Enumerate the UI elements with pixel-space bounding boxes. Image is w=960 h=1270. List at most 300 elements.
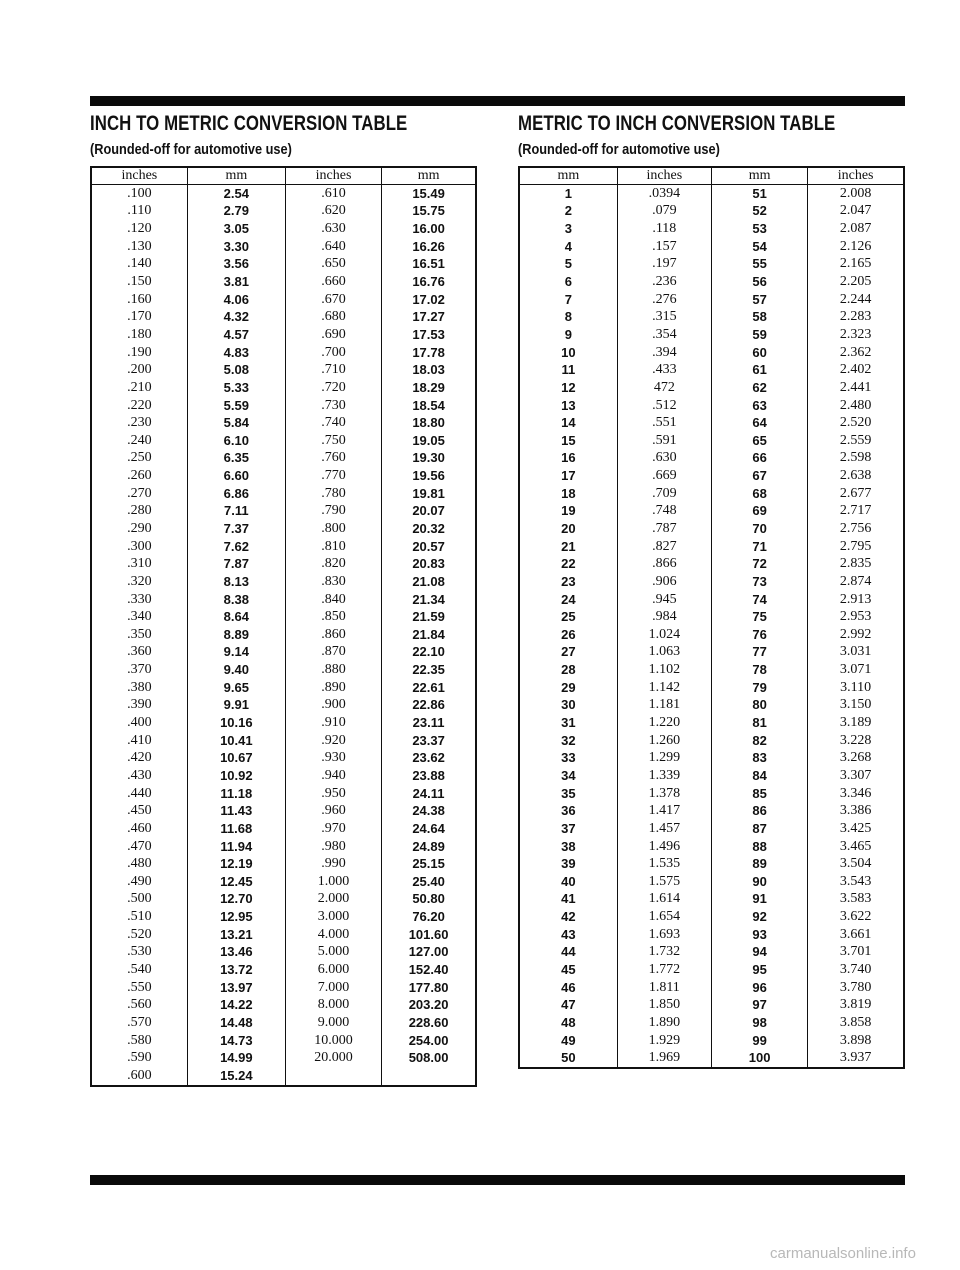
cell-inches: 2.717	[808, 503, 904, 521]
cell-mm: 10.41	[187, 732, 285, 750]
cell-mm: 10.16	[187, 714, 285, 732]
cell-mm: 23	[561, 573, 576, 589]
table-row	[91, 520, 476, 538]
cell-inches: .270	[127, 485, 152, 501]
cell-mm: 79	[711, 679, 807, 697]
cell-inches: 1.063	[617, 644, 711, 662]
cell-inches: .120	[127, 221, 152, 237]
cell-inches: .740	[285, 414, 381, 432]
cell-inches: 2.638	[808, 467, 904, 485]
cell-inches: .490	[127, 873, 152, 889]
cell-inches: .580	[127, 1032, 152, 1048]
cell-mm: 68	[711, 485, 807, 503]
cell-inches	[285, 1067, 381, 1086]
cell-mm: 20.32	[382, 520, 476, 538]
column-header-mm: mm	[187, 167, 285, 185]
cell-mm: 6.10	[187, 432, 285, 450]
column-header-inches: inches	[617, 167, 711, 185]
cell-inches: 4.000	[285, 926, 381, 944]
table-row	[519, 732, 904, 750]
table-row	[519, 238, 904, 256]
cell-inches: .720	[285, 379, 381, 397]
cell-inches: .670	[285, 291, 381, 309]
cell-mm: 60	[711, 344, 807, 362]
cell-mm: 58	[711, 308, 807, 326]
table-row	[91, 1049, 476, 1067]
metric-to-inch-section	[518, 112, 905, 1066]
table-row	[519, 802, 904, 820]
cell-inches: 2.441	[808, 379, 904, 397]
cell-mm: 2	[564, 203, 572, 219]
cell-inches: .960	[285, 802, 381, 820]
cell-inches: .079	[617, 203, 711, 221]
table-row	[91, 838, 476, 856]
cell-inches: .780	[285, 485, 381, 503]
cell-inches: 3.031	[808, 644, 904, 662]
cell-inches: .827	[617, 538, 711, 556]
cell-inches: 1.000	[285, 873, 381, 891]
table-row	[519, 467, 904, 485]
cell-inches: .920	[285, 732, 381, 750]
table-row	[91, 326, 476, 344]
cell-inches: 2.323	[808, 326, 904, 344]
cell-mm: 87	[711, 820, 807, 838]
cell-inches: 2.835	[808, 555, 904, 573]
cell-mm: 22.86	[382, 697, 476, 715]
cell-inches: .300	[127, 538, 152, 554]
cell-inches: 3.189	[808, 714, 904, 732]
cell-inches: 3.465	[808, 838, 904, 856]
table-row	[91, 203, 476, 221]
cell-mm: 19.81	[382, 485, 476, 503]
cell-inches: .840	[285, 591, 381, 609]
cell-mm: 21.59	[382, 608, 476, 626]
table-row	[519, 873, 904, 891]
cell-mm: 16.76	[382, 273, 476, 291]
cell-inches: 2.756	[808, 520, 904, 538]
cell-inches: 3.150	[808, 697, 904, 715]
cell-mm: 5	[564, 256, 572, 272]
table-row	[519, 714, 904, 732]
cell-mm: 15.75	[382, 203, 476, 221]
cell-mm: 39	[561, 856, 576, 872]
cell-inches: 1.575	[617, 873, 711, 891]
cell-mm: 24	[561, 591, 576, 607]
table-row	[519, 608, 904, 626]
cell-mm: 228.60	[382, 1014, 476, 1032]
cell-inches: .860	[285, 626, 381, 644]
cell-mm: 23.62	[382, 750, 476, 768]
cell-inches: .866	[617, 555, 711, 573]
cell-mm: 22.10	[382, 644, 476, 662]
table-row	[91, 503, 476, 521]
cell-mm: 4.83	[187, 344, 285, 362]
cell-mm: 27	[561, 644, 576, 660]
cell-mm: 94	[711, 944, 807, 962]
inch-to-metric-subtitle: (Rounded-off for automotive use)	[90, 141, 292, 158]
cell-inches: .990	[285, 855, 381, 873]
cell-mm: 24.38	[382, 802, 476, 820]
cell-inches: .980	[285, 838, 381, 856]
cell-inches: 1.693	[617, 926, 711, 944]
cell-inches: .480	[127, 856, 152, 872]
cell-mm: 35	[561, 785, 576, 801]
cell-inches: 1.614	[617, 891, 711, 909]
cell-inches: 3.268	[808, 750, 904, 768]
cell-mm: 10.92	[187, 767, 285, 785]
table-row	[91, 256, 476, 274]
cell-inches: 2.165	[808, 256, 904, 274]
cell-inches: 2.008	[808, 185, 904, 203]
cell-mm: 89	[711, 855, 807, 873]
table-row	[519, 256, 904, 274]
cell-mm: 83	[711, 750, 807, 768]
cell-inches: 2.000	[285, 891, 381, 909]
cell-mm	[382, 1067, 476, 1086]
cell-mm: 51	[711, 185, 807, 203]
cell-mm: 6	[564, 274, 572, 290]
cell-mm: 22	[561, 556, 576, 572]
cell-inches: 2.874	[808, 573, 904, 591]
cell-inches: 20.000	[285, 1049, 381, 1067]
cell-mm: 18.29	[382, 379, 476, 397]
cell-mm: 11.94	[187, 838, 285, 856]
cell-inches: 2.677	[808, 485, 904, 503]
cell-mm: 4.57	[187, 326, 285, 344]
cell-mm: 61	[711, 361, 807, 379]
table-row	[519, 891, 904, 909]
cell-inches: .236	[617, 273, 711, 291]
cell-inches: .630	[285, 220, 381, 238]
table-row	[91, 185, 476, 203]
cell-mm: 18.54	[382, 397, 476, 415]
column-header-mm: mm	[711, 167, 807, 185]
cell-inches: .680	[285, 308, 381, 326]
cell-inches: 2.362	[808, 344, 904, 362]
cell-mm: 55	[711, 256, 807, 274]
table-row	[519, 485, 904, 503]
cell-mm: 4	[564, 238, 572, 254]
table-row	[91, 467, 476, 485]
cell-inches: 9.000	[285, 1014, 381, 1032]
cell-inches: .310	[127, 556, 152, 572]
cell-inches: .520	[127, 926, 152, 942]
table-row	[519, 379, 904, 397]
cell-inches: .550	[127, 979, 152, 995]
cell-mm: 11.43	[187, 802, 285, 820]
inch-to-metric-table	[90, 166, 477, 1087]
cell-inches: 3.000	[285, 908, 381, 926]
cell-mm: 16.26	[382, 238, 476, 256]
table-row	[519, 220, 904, 238]
cell-inches: .710	[285, 361, 381, 379]
cell-mm: 2.79	[187, 203, 285, 221]
cell-inches: 2.205	[808, 273, 904, 291]
cell-mm: 15.24	[187, 1067, 285, 1086]
cell-mm: 152.40	[382, 961, 476, 979]
table-row	[91, 591, 476, 609]
table-row	[91, 538, 476, 556]
cell-mm: 30	[561, 697, 576, 713]
cell-inches: .190	[127, 344, 152, 360]
cell-inches: 2.244	[808, 291, 904, 309]
cell-inches: 1.299	[617, 750, 711, 768]
cell-mm: 8.64	[187, 608, 285, 626]
cell-inches: 2.087	[808, 220, 904, 238]
table-row	[91, 926, 476, 944]
cell-mm: 45	[561, 962, 576, 977]
cell-inches: .551	[617, 414, 711, 432]
cell-mm: 96	[711, 979, 807, 997]
metric-to-inch-title: METRIC TO INCH CONVERSION TABLE	[518, 112, 836, 135]
table-row	[91, 397, 476, 415]
cell-inches: .984	[617, 608, 711, 626]
table-row	[91, 820, 476, 838]
table-row	[91, 873, 476, 891]
table-row	[91, 291, 476, 309]
cell-mm: 101.60	[382, 926, 476, 944]
cell-mm: 21.08	[382, 573, 476, 591]
cell-mm: 14.99	[187, 1049, 285, 1067]
cell-mm: 47	[561, 997, 576, 1013]
cell-inches: .512	[617, 397, 711, 415]
cell-inches: .700	[285, 344, 381, 362]
table-row	[519, 697, 904, 715]
cell-mm: 26	[561, 626, 576, 642]
cell-mm: 13.46	[187, 944, 285, 962]
cell-mm: 33	[561, 750, 576, 766]
cell-mm: 25.15	[382, 855, 476, 873]
cell-mm: 20	[561, 520, 576, 536]
table-row	[519, 1014, 904, 1032]
table-row	[91, 1032, 476, 1050]
column-header-inches: inches	[91, 167, 187, 185]
cell-mm: 31	[561, 715, 576, 731]
cell-inches: .709	[617, 485, 711, 503]
cell-inches: .870	[285, 644, 381, 662]
cell-mm: 8	[564, 309, 572, 325]
cell-inches: .470	[127, 838, 152, 854]
cell-mm: 11.68	[187, 820, 285, 838]
cell-inches: 3.228	[808, 732, 904, 750]
table-row	[519, 626, 904, 644]
table-row	[519, 291, 904, 309]
cell-mm: 71	[711, 538, 807, 556]
cell-inches: 2.992	[808, 626, 904, 644]
cell-inches: .140	[127, 256, 152, 272]
cell-mm: 38	[561, 838, 576, 854]
cell-mm: 254.00	[382, 1032, 476, 1050]
cell-inches: 1.969	[617, 1049, 711, 1068]
cell-mm: 7.62	[187, 538, 285, 556]
cell-inches: .500	[127, 891, 152, 907]
cell-mm: 3.81	[187, 273, 285, 291]
cell-inches: .880	[285, 661, 381, 679]
cell-mm: 66	[711, 450, 807, 468]
cell-inches: 5.000	[285, 944, 381, 962]
cell-inches: 1.929	[617, 1032, 711, 1050]
cell-mm: 23.88	[382, 767, 476, 785]
cell-mm: 13.97	[187, 979, 285, 997]
cell-inches: .690	[285, 326, 381, 344]
cell-mm: 7.87	[187, 555, 285, 573]
table-header-row	[91, 167, 476, 185]
cell-mm: 14.22	[187, 996, 285, 1014]
cell-mm: 82	[711, 732, 807, 750]
cell-inches: 3.819	[808, 996, 904, 1014]
cell-inches: .197	[617, 256, 711, 274]
table-row	[91, 361, 476, 379]
cell-inches: .400	[127, 715, 152, 731]
cell-inches: 7.000	[285, 979, 381, 997]
cell-mm: 6.86	[187, 485, 285, 503]
metric-to-inch-table	[518, 166, 905, 1069]
cell-inches: .410	[127, 732, 152, 748]
cell-inches: .669	[617, 467, 711, 485]
table-row	[519, 326, 904, 344]
cell-inches: 2.795	[808, 538, 904, 556]
cell-inches: .320	[127, 573, 152, 589]
cell-inches: 1.220	[617, 714, 711, 732]
cell-mm: 50.80	[382, 891, 476, 909]
cell-inches: 1.260	[617, 732, 711, 750]
table-row	[91, 750, 476, 768]
cell-inches: .660	[285, 273, 381, 291]
cell-mm: 8.38	[187, 591, 285, 609]
cell-mm: 16	[561, 450, 576, 466]
cell-mm: 11.18	[187, 785, 285, 803]
cell-mm: 20.07	[382, 503, 476, 521]
cell-mm: 12	[561, 379, 576, 395]
cell-inches: 1.417	[617, 802, 711, 820]
cell-mm: 24.11	[382, 785, 476, 803]
cell-mm: 43	[561, 926, 576, 942]
cell-inches: 1.654	[617, 908, 711, 926]
cell-mm: 65	[711, 432, 807, 450]
table-row	[519, 1049, 904, 1068]
cell-inches: 3.740	[808, 961, 904, 979]
table-row	[91, 573, 476, 591]
table-row	[519, 450, 904, 468]
table-row	[91, 1067, 476, 1086]
table-row	[91, 714, 476, 732]
cell-mm: 21	[561, 538, 576, 554]
cell-mm: 32	[561, 732, 576, 748]
cell-inches: 3.780	[808, 979, 904, 997]
cell-inches: 1.181	[617, 697, 711, 715]
cell-mm: 12.95	[187, 908, 285, 926]
cell-inches: .160	[127, 291, 152, 307]
cell-mm: 9	[564, 326, 572, 342]
cell-mm: 9.40	[187, 661, 285, 679]
cell-inches: 3.937	[808, 1049, 904, 1068]
cell-mm: 23.11	[382, 714, 476, 732]
cell-inches: 2.953	[808, 608, 904, 626]
column-header-inches: inches	[285, 167, 381, 185]
cell-mm: 13	[561, 397, 576, 413]
cell-mm: 5.08	[187, 361, 285, 379]
table-row	[519, 273, 904, 291]
cell-inches: .787	[617, 520, 711, 538]
cell-mm: 17.27	[382, 308, 476, 326]
cell-mm: 8.13	[187, 573, 285, 591]
cell-mm: 36	[561, 803, 576, 819]
cell-inches: .790	[285, 503, 381, 521]
cell-mm: 42	[561, 909, 576, 925]
cell-mm: 100	[711, 1049, 807, 1068]
table-row	[91, 961, 476, 979]
cell-mm: 91	[711, 891, 807, 909]
cell-mm: 12.45	[187, 873, 285, 891]
cell-inches: 2.913	[808, 591, 904, 609]
cell-inches: .906	[617, 573, 711, 591]
cell-mm: 4.32	[187, 308, 285, 326]
table-row	[519, 520, 904, 538]
cell-inches: .830	[285, 573, 381, 591]
cell-mm: 78	[711, 661, 807, 679]
cell-mm: 24.64	[382, 820, 476, 838]
cell-mm: 49	[561, 1032, 576, 1048]
cell-mm: 22.61	[382, 679, 476, 697]
table-row	[91, 414, 476, 432]
cell-inches: .210	[127, 379, 152, 395]
cell-inches: 1.850	[617, 996, 711, 1014]
cell-inches: 3.701	[808, 944, 904, 962]
cell-mm: 64	[711, 414, 807, 432]
cell-mm: 6.60	[187, 467, 285, 485]
table-row	[519, 432, 904, 450]
cell-mm: 21.34	[382, 591, 476, 609]
cell-inches: 1.772	[617, 961, 711, 979]
cell-inches: 3.307	[808, 767, 904, 785]
cell-mm: 5.84	[187, 414, 285, 432]
table-row	[519, 979, 904, 997]
cell-mm: 177.80	[382, 979, 476, 997]
cell-mm: 203.20	[382, 996, 476, 1014]
cell-inches: .650	[285, 256, 381, 274]
table-row	[91, 220, 476, 238]
cell-inches: .820	[285, 555, 381, 573]
cell-mm: 24.89	[382, 838, 476, 856]
table-row	[91, 379, 476, 397]
cell-inches: .970	[285, 820, 381, 838]
cell-mm: 73	[711, 573, 807, 591]
cell-mm: 17.02	[382, 291, 476, 309]
cell-mm: 80	[711, 697, 807, 715]
cell-inches: .340	[127, 609, 152, 625]
table-row	[91, 555, 476, 573]
cell-mm: 95	[711, 961, 807, 979]
cell-mm: 86	[711, 802, 807, 820]
cell-mm: 52	[711, 203, 807, 221]
cell-mm: 6.35	[187, 450, 285, 468]
cell-mm: 56	[711, 273, 807, 291]
cell-inches: .540	[127, 962, 152, 977]
cell-inches: .0394	[617, 185, 711, 203]
column-header-mm: mm	[382, 167, 476, 185]
table-row	[91, 432, 476, 450]
cell-inches: .770	[285, 467, 381, 485]
cell-mm: 93	[711, 926, 807, 944]
table-row	[91, 273, 476, 291]
cell-mm: 9.14	[187, 644, 285, 662]
cell-inches: .800	[285, 520, 381, 538]
table-row	[519, 361, 904, 379]
column-header-mm: mm	[519, 167, 617, 185]
cell-mm: 14	[561, 415, 576, 431]
cell-mm: 85	[711, 785, 807, 803]
cell-mm: 46	[561, 979, 576, 995]
